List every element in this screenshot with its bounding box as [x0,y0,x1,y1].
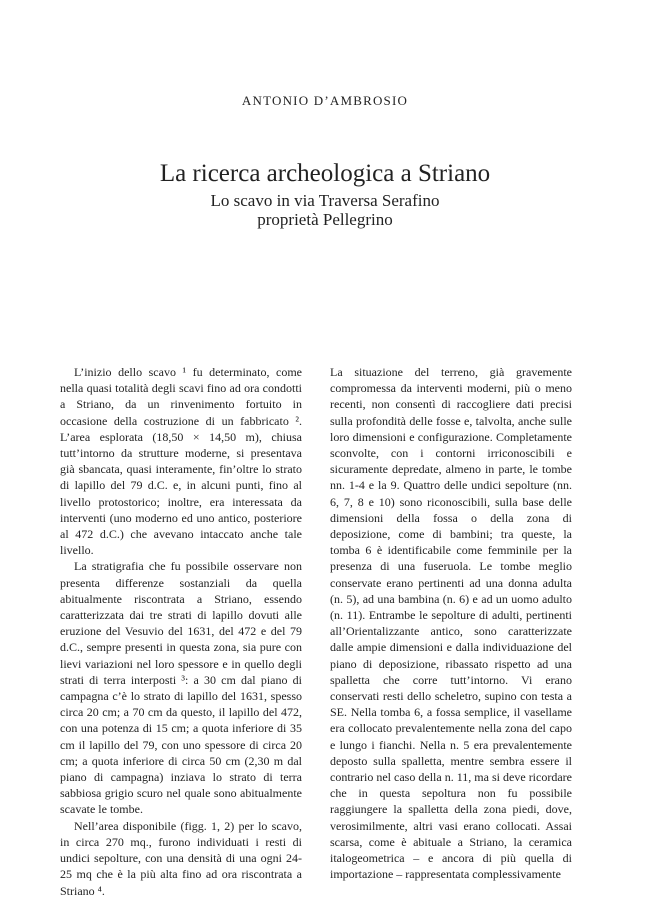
left-column [60,364,302,899]
subtitle-line-2: proprietà Pellegrino [257,210,393,229]
article-subtitle [0,191,650,229]
paragraph: La situazione del terreno, già gravemente compromessa da interventi moderni, più o meno recenti, non consentì di raccogliere dati precisi sulla profondità delle fosse e, talvolta, anche sulle loro dimensioni e configurazione. Completamente sconvolte, con i contorni irriconoscibili e sicuramente depredate, almeno in parte, le tombe nn. 1-4 e la 9. Quattro delle undici sepolture (nn. 6, 7, 8 e 10) sono riconoscibili, sulla base delle dimensioni della fossa o della zona di deposizione, come di bambini; tra queste, la tomba 6 è identificabile come femminile per la presenza di una fuseruola. Le tombe meglio conservate erano pertinenti ad una donna adulta (n. 5), ad una bambina (n. 6) e ad un uomo adulto (n. 11). Entrambe le sepolture di adulti, pertinenti all’Orientalizzante antico, sono caratterizzate dalle ampie dimensioni e dalla individuazione del piano di deposizione, ribassato rispetto ad una spalletta che corre tutt’intorno. Vi erano conservati resti dello scheletro, supino con testa a SE. Nella tomba 6, a fossa semplice, il vasellame era collocato prevalentemente nella zona del capo e lungo i fianchi. Nella n. 5 era prevalentemente deposto sulla spalletta, mentre sembra essere il contrario nel caso della n. 11, ma si deve ricordare che in questa sepoltura non fu possibile raggiungere la spalletta della zona piedi, dove, verosimilmente, altri vasi erano collocati. Assai scarsa, come è abituale a Striano, la ceramica italogeometrica – e ancora di più quella di importazione – rappresentata complessivamente [330,365,572,882]
author-name: ANTONIO D’AMBROSIO [241,93,409,108]
right-column [330,364,572,883]
article-title: La ricerca archeologica a Striano [159,160,491,187]
paragraph: La stratigrafia che fu possibile osservare non presenta differenze sostanziali da quella abitualmente riscontrata a Striano, essendo caratterizzata dai tre strati di lapillo dovuti alle eruzione del Vesuvio del 1631, del 472 e del 79 d.C., sempre presenti in questa zona, sia pure con lievi variazioni nel loro spessore e in quello degli strati di terra interposti ³: a 30 cm dal piano di campagna c’è lo strato di lapillo del 1631, spesso circa 20 cm; a 70 cm da questo, il lapillo del 472, con una potenza di 15 cm; a quota inferiore di 35 cm il lapillo del 79, con uno spessore di circa 20 cm; a quota inferiore di circa 50 cm (2,30 m dal piano di campagna) inziava lo strato di terra sabbiosa grigio scuro nel quale sono abitualmente scavate le tombe. [60,559,302,817]
subtitle-line-1: Lo scavo in via Traversa Serafino [210,191,440,210]
paragraph: L’inizio dello scavo ¹ fu determinato, come nella quasi totalità degli scavi fino ad ora condotti a Striano, da un rinvenimento fortuito in occasione della costruzione di un fabbricato ². L’area esplorata (18,50 × 14,50 m), chiusa tutt’intorno da strutture moderne, si presentava già sbancata, quasi interamente, fin’oltre lo strato di lapillo del 79 d.C. e, in alcuni punti, fino al livello protostorico; inoltre, era interessata da interventi (uno moderno ed uno antico, posteriore al 472 d.C.) che avevano intaccato anche tale livello. [60,365,302,558]
paragraph: Nell’area disponibile (figg. 1, 2) per lo scavo, in circa 270 mq., furono individuati i resti di undici sepolture, con una densità di una ogni 24-25 mq che è la più alta fino ad ora riscontrata a Striano ⁴. [60,818,302,898]
